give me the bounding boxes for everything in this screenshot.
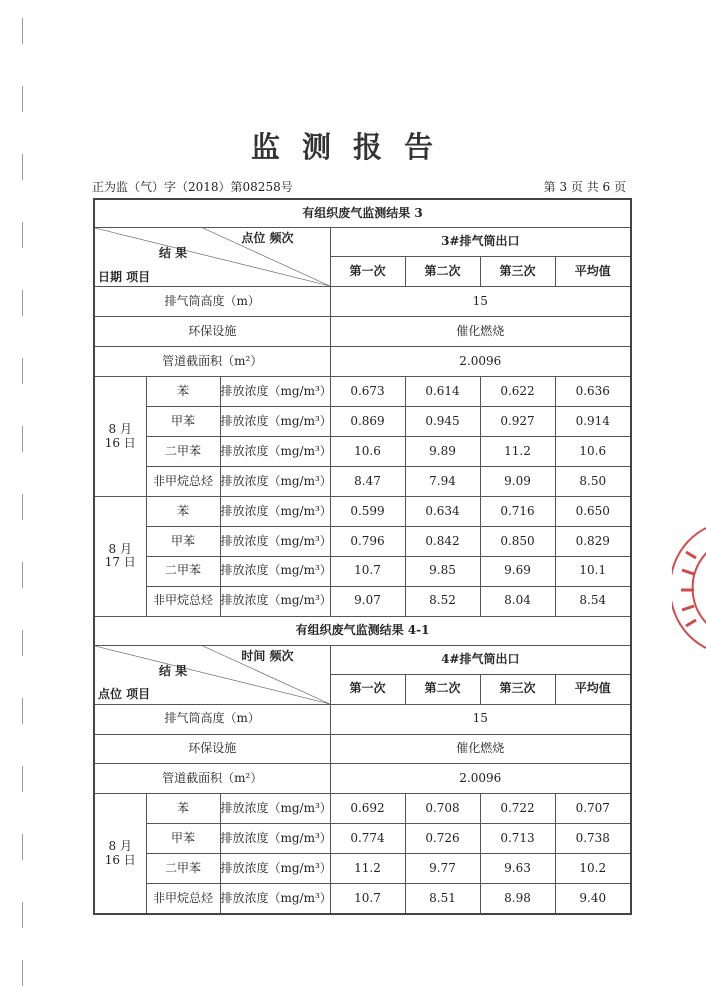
measurement-value: 10.7 xyxy=(330,556,405,586)
pollutant-name: 甲苯 xyxy=(146,824,220,854)
measurement-value: 0.850 xyxy=(480,526,555,556)
date-cell xyxy=(94,794,146,914)
parameter-label: 排气筒高度（m） xyxy=(94,287,330,317)
measurement-value: 0.713 xyxy=(480,824,555,854)
measurement-value: 8.98 xyxy=(480,884,555,914)
measurement-value: 9.63 xyxy=(480,854,555,884)
data-row xyxy=(94,854,631,884)
section-title: 有组织废气监测结果 3 xyxy=(94,199,631,228)
column-header: 平均值 xyxy=(555,674,631,704)
metric-label: 排放浓度（mg/m³） xyxy=(220,884,330,914)
measurement-value: 11.2 xyxy=(480,437,555,467)
data-row xyxy=(94,407,631,437)
parameter-row xyxy=(94,317,631,347)
measurement-value: 9.89 xyxy=(405,437,480,467)
column-header: 第二次 xyxy=(405,257,480,287)
measurement-value: 10.7 xyxy=(330,884,405,914)
pollutant-name: 苯 xyxy=(146,377,220,407)
column-header: 平均值 xyxy=(555,257,631,287)
section-title-row xyxy=(94,199,631,228)
diagonal-header-cell xyxy=(94,228,330,287)
measurement-value: 0.634 xyxy=(405,496,480,526)
data-row xyxy=(94,437,631,467)
diagonal-label-top: 时间 频次 xyxy=(241,648,294,663)
parameter-row xyxy=(94,347,631,377)
report-title: 监测报告 xyxy=(250,130,455,164)
metric-label: 排放浓度（mg/m³） xyxy=(220,377,330,407)
date-cell xyxy=(94,496,146,616)
measurement-value: 0.636 xyxy=(555,377,631,407)
measurement-value: 0.722 xyxy=(480,794,555,824)
data-row xyxy=(94,467,631,497)
data-row xyxy=(94,526,631,556)
date-month: 8 月 xyxy=(108,421,132,436)
measurement-value: 0.927 xyxy=(480,407,555,437)
parameter-value: 催化燃烧 xyxy=(330,317,631,347)
column-header: 第三次 xyxy=(480,674,555,704)
measurement-value: 0.692 xyxy=(330,794,405,824)
measurement-value: 8.52 xyxy=(405,586,480,616)
measurement-value: 11.2 xyxy=(330,854,405,884)
measurement-value: 8.50 xyxy=(555,467,631,497)
date-day: 16 日 xyxy=(104,435,136,450)
parameter-value: 催化燃烧 xyxy=(330,734,631,764)
measurement-value: 0.650 xyxy=(555,496,631,526)
measurement-value: 10.6 xyxy=(330,437,405,467)
measurement-value: 8.51 xyxy=(405,884,480,914)
measurement-value: 0.869 xyxy=(330,407,405,437)
measurement-value: 9.77 xyxy=(405,854,480,884)
parameter-row xyxy=(94,764,631,794)
document-number: 正为监（气）字（2018）第08258号 xyxy=(92,180,293,194)
pollutant-name: 非甲烷总烃 xyxy=(146,467,220,497)
measurement-value: 8.04 xyxy=(480,586,555,616)
column-header: 第一次 xyxy=(330,674,405,704)
measurement-value: 0.599 xyxy=(330,496,405,526)
data-row xyxy=(94,377,631,407)
data-row xyxy=(94,586,631,616)
parameter-value: 15 xyxy=(330,287,631,317)
metric-label: 排放浓度（mg/m³） xyxy=(220,407,330,437)
parameter-value: 2.0096 xyxy=(330,347,631,377)
metric-label: 排放浓度（mg/m³） xyxy=(220,526,330,556)
date-month: 8 月 xyxy=(108,838,132,853)
data-row xyxy=(94,496,631,526)
monitoring-results-table xyxy=(93,198,632,915)
measurement-value: 0.842 xyxy=(405,526,480,556)
measurement-value: 10.1 xyxy=(555,556,631,586)
measurement-value: 7.94 xyxy=(405,467,480,497)
diagonal-label-middle: 结 果 xyxy=(159,663,188,678)
pollutant-name: 非甲烷总烃 xyxy=(146,884,220,914)
measurement-value: 8.54 xyxy=(555,586,631,616)
pollutant-name: 二甲苯 xyxy=(146,854,220,884)
parameter-row xyxy=(94,704,631,734)
measurement-value: 0.738 xyxy=(555,824,631,854)
header-row xyxy=(94,645,631,674)
diagonal-label-bottom: 日期 项目 xyxy=(98,269,151,284)
pollutant-name: 甲苯 xyxy=(146,526,220,556)
red-seal-stamp xyxy=(672,518,706,658)
parameter-label: 环保设施 xyxy=(94,734,330,764)
parameter-label: 环保设施 xyxy=(94,317,330,347)
column-header: 第三次 xyxy=(480,257,555,287)
metric-label: 排放浓度（mg/m³） xyxy=(220,794,330,824)
data-row xyxy=(94,824,631,854)
measurement-value: 0.708 xyxy=(405,794,480,824)
metric-label: 排放浓度（mg/m³） xyxy=(220,854,330,884)
metric-label: 排放浓度（mg/m³） xyxy=(220,437,330,467)
measurement-value: 0.726 xyxy=(405,824,480,854)
diagonal-label-middle: 结 果 xyxy=(159,246,188,261)
measurement-value: 9.07 xyxy=(330,586,405,616)
location-header: 4#排气筒出口 xyxy=(330,645,631,674)
measurement-value: 0.829 xyxy=(555,526,631,556)
measurement-value: 9.85 xyxy=(405,556,480,586)
parameter-label: 排气筒高度（m） xyxy=(94,704,330,734)
measurement-value: 9.40 xyxy=(555,884,631,914)
measurement-value: 0.945 xyxy=(405,407,480,437)
metric-label: 排放浓度（mg/m³） xyxy=(220,586,330,616)
diagonal-label-top: 点位 频次 xyxy=(241,231,294,246)
pollutant-name: 甲苯 xyxy=(146,407,220,437)
measurement-value: 0.716 xyxy=(480,496,555,526)
section-title-row xyxy=(94,616,631,645)
data-row xyxy=(94,794,631,824)
metric-label: 排放浓度（mg/m³） xyxy=(220,467,330,497)
measurement-value: 9.09 xyxy=(480,467,555,497)
measurement-value: 10.2 xyxy=(555,854,631,884)
measurement-value: 0.707 xyxy=(555,794,631,824)
pollutant-name: 非甲烷总烃 xyxy=(146,586,220,616)
parameter-label: 管道截面积（m²） xyxy=(94,347,330,377)
date-day: 16 日 xyxy=(104,852,136,867)
data-row xyxy=(94,884,631,914)
pollutant-name: 苯 xyxy=(146,794,220,824)
data-row xyxy=(94,556,631,586)
measurement-value: 0.796 xyxy=(330,526,405,556)
column-header: 第一次 xyxy=(330,257,405,287)
measurement-value: 0.622 xyxy=(480,377,555,407)
measurement-value: 0.774 xyxy=(330,824,405,854)
measurement-value: 0.914 xyxy=(555,407,631,437)
pollutant-name: 苯 xyxy=(146,496,220,526)
parameter-value: 2.0096 xyxy=(330,764,631,794)
parameter-label: 管道截面积（m²） xyxy=(94,764,330,794)
pollutant-name: 二甲苯 xyxy=(146,437,220,467)
column-header: 第二次 xyxy=(405,674,480,704)
measurement-value: 9.69 xyxy=(480,556,555,586)
page-number: 第 3 页 共 6 页 xyxy=(543,180,626,194)
metric-label: 排放浓度（mg/m³） xyxy=(220,556,330,586)
metric-label: 排放浓度（mg/m³） xyxy=(220,496,330,526)
diagonal-header-cell xyxy=(94,645,330,704)
parameter-row xyxy=(94,287,631,317)
header-row xyxy=(94,228,631,257)
metric-label: 排放浓度（mg/m³） xyxy=(220,824,330,854)
parameter-row xyxy=(94,734,631,764)
diagonal-label-bottom: 点位 项目 xyxy=(98,686,151,701)
measurement-value: 10.6 xyxy=(555,437,631,467)
pollutant-name: 二甲苯 xyxy=(146,556,220,586)
date-day: 17 日 xyxy=(104,555,136,570)
date-cell xyxy=(94,377,146,497)
measurement-value: 8.47 xyxy=(330,467,405,497)
measurement-value: 0.614 xyxy=(405,377,480,407)
section-title: 有组织废气监测结果 4-1 xyxy=(94,616,631,645)
parameter-value: 15 xyxy=(330,704,631,734)
location-header: 3#排气筒出口 xyxy=(330,228,631,257)
date-month: 8 月 xyxy=(108,541,132,556)
measurement-value: 0.673 xyxy=(330,377,405,407)
